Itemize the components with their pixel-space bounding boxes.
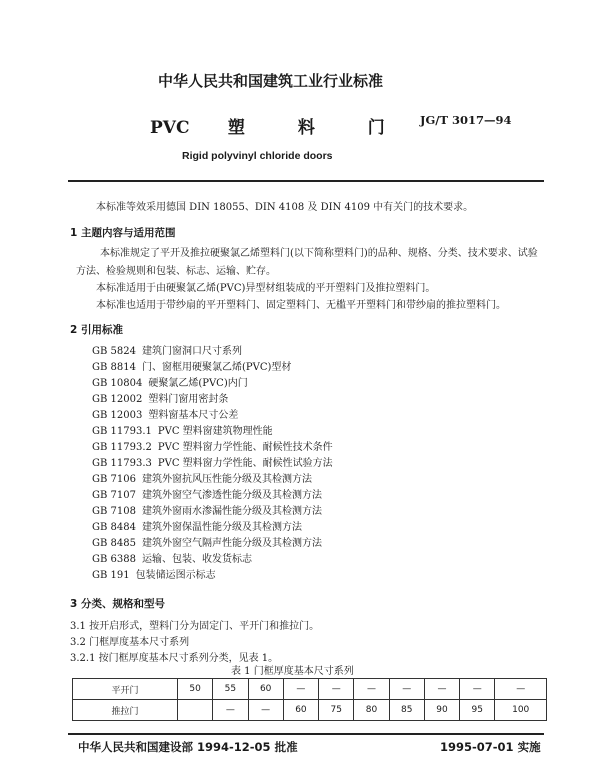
table-caption: 表 1 门框厚度基本尺寸系列	[231, 666, 354, 677]
table-cell: 90	[424, 700, 459, 721]
ref-title: 运输、包装、收发货标志	[141, 554, 252, 565]
list-item	[92, 360, 333, 376]
clause-3-2-1: 3.2.1 按门框厚度基本尺寸系列分类，见表 1。	[70, 653, 279, 664]
section-1-heading: 1 主题内容与适用范围	[70, 227, 176, 239]
list-item	[92, 440, 333, 456]
list-item	[92, 504, 333, 520]
table-cell: —	[319, 679, 354, 700]
table-cell: 80	[354, 700, 389, 721]
ref-title: PVC 塑料窗建筑物理性能	[157, 426, 273, 437]
ref-title: 建筑外窗保温性能分级及其检测方法	[141, 522, 302, 533]
table-cell: —	[213, 700, 248, 721]
table-cell: —	[354, 679, 389, 700]
table-cell: 85	[389, 700, 424, 721]
table-cell: —	[460, 679, 495, 700]
section-1-para-2: 本标准适用于由硬聚氯乙烯(PVC)异型材组装成的平开塑料门及推拉塑料门。	[96, 283, 436, 294]
ref-title: 包装储运图示标志	[135, 570, 216, 581]
section-1-para-1: 本标准规定了平开及推拉硬聚氯乙烯塑料门(以下简称塑料门)的品种、规格、分类、技术要求、试验方法、检验规则和包装、标志、运输、贮存。	[76, 248, 538, 277]
ref-title: PVC 塑料窗力学性能、耐候性技术条件	[157, 442, 333, 453]
ref-code: GB 8485	[92, 538, 136, 549]
list-item	[92, 392, 333, 408]
section-2-heading: 2 引用标准	[70, 324, 123, 336]
ref-code: GB 11793.2	[92, 442, 152, 453]
ref-code: GB 7106	[92, 474, 136, 485]
title-part: 料	[297, 118, 315, 138]
table-cell: 60	[248, 679, 283, 700]
header-rule	[68, 180, 544, 182]
publisher-line: 中华人民共和国建筑工业行业标准	[158, 72, 384, 90]
table-cell: 50	[178, 679, 213, 700]
table-row	[73, 679, 547, 700]
ref-code: GB 6388	[92, 554, 136, 565]
table-cell: 60	[283, 700, 318, 721]
document-title	[150, 113, 385, 138]
title-part: 塑	[227, 118, 245, 138]
ref-title: PVC 塑料窗力学性能、耐候性试验方法	[157, 458, 333, 469]
ref-code: GB 11793.1	[92, 426, 152, 437]
clause-3-2: 3.2 门框厚度基本尺寸系列	[70, 637, 190, 648]
table-cell: 75	[319, 700, 354, 721]
list-item	[92, 520, 333, 536]
table-cell: —	[495, 679, 547, 700]
title-part: PVC	[150, 118, 190, 138]
list-item	[92, 536, 333, 552]
ref-code: GB 10804	[92, 378, 143, 389]
list-item	[92, 376, 333, 392]
table-cell: 55	[213, 679, 248, 700]
ref-code: GB 12003	[92, 410, 143, 421]
ref-title: 建筑外窗空气隔声性能分级及其检测方法	[141, 538, 322, 549]
frame-thickness-table	[72, 678, 547, 721]
section-3-heading: 3 分类、规格和型号	[70, 598, 165, 610]
ref-title: 建筑外窗抗风压性能分级及其检测方法	[141, 474, 312, 485]
effective-date: 1995-07-01 实施	[440, 740, 541, 754]
list-item	[92, 568, 333, 584]
table-cell: —	[283, 679, 318, 700]
approval-line: 中华人民共和国建设部 1994-12-05 批准	[78, 740, 298, 754]
ref-code: GB 11793.3	[92, 458, 152, 469]
list-item	[92, 488, 333, 504]
list-item	[92, 472, 333, 488]
list-item	[92, 408, 333, 424]
list-item	[92, 456, 333, 472]
ref-code: GB 8484	[92, 522, 136, 533]
table-cell: —	[389, 679, 424, 700]
table-cell: 100	[495, 700, 547, 721]
ref-title: 塑料窗基本尺寸公差	[148, 410, 239, 421]
ref-code: GB 8814	[92, 362, 136, 373]
footer-rule	[68, 733, 544, 735]
clause-3-1: 3.1 按开启形式，塑料门分为固定门、平开门和推拉门。	[70, 621, 320, 632]
row-header: 平开门	[73, 679, 178, 700]
list-item	[92, 344, 333, 360]
title-part: 门	[367, 118, 385, 138]
table-cell: —	[248, 700, 283, 721]
ref-code: GB 12002	[92, 394, 143, 405]
ref-code: GB 5824	[92, 346, 136, 357]
row-header: 推拉门	[73, 700, 178, 721]
ref-code: GB 7107	[92, 490, 136, 501]
ref-title: 塑料门窗用密封条	[148, 394, 229, 405]
reference-list	[92, 344, 333, 584]
list-item	[92, 552, 333, 568]
ref-title: 建筑外窗空气渗透性能分级及其检测方法	[141, 490, 322, 501]
table-cell: 95	[460, 700, 495, 721]
standard-code: JG/T 3017—94	[420, 113, 512, 127]
english-title: Rigid polyvinyl chloride doors	[182, 150, 333, 162]
ref-code: GB 7108	[92, 506, 136, 517]
ref-code: GB 191	[92, 570, 130, 581]
section-1-para-3: 本标准也适用于带纱扇的平开塑料门、固定塑料门、无槛平开塑料门和带纱扇的推拉塑料门。	[96, 300, 506, 311]
intro-text: 本标准等效采用德国 DIN 18055、DIN 4108 及 DIN 4109 中有关门的技术要求。	[96, 202, 474, 213]
ref-title: 建筑门窗洞口尺寸系列	[141, 346, 242, 357]
ref-title: 硬聚氯乙烯(PVC)内门	[148, 378, 248, 389]
table-cell	[178, 700, 213, 721]
list-item	[92, 424, 333, 440]
table-row	[73, 700, 547, 721]
ref-title: 建筑外窗雨水渗漏性能分级及其检测方法	[141, 506, 322, 517]
table-cell: —	[424, 679, 459, 700]
ref-title: 门、窗框用硬聚氯乙烯(PVC)型材	[141, 362, 292, 373]
